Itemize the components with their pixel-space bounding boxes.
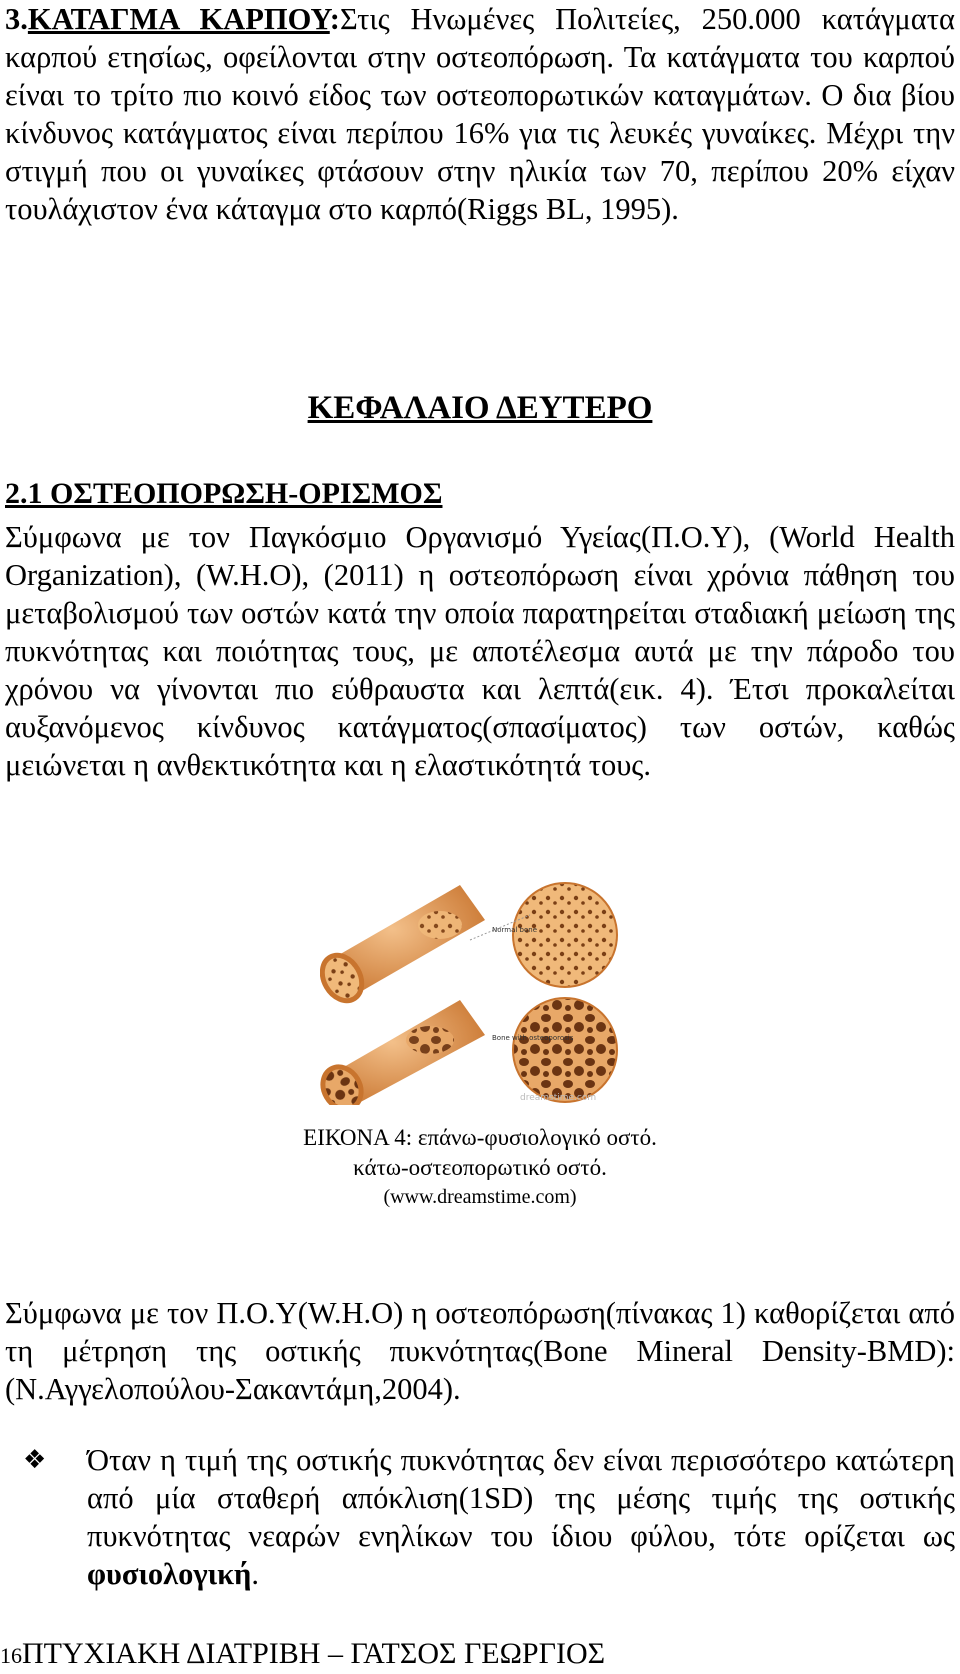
bone-comparison-figure (320, 880, 650, 1105)
wrist-fracture-paragraph (5, 0, 955, 228)
osteoporotic-bone-label: Bone with osteoporosis (492, 1034, 574, 1042)
bullet-body: Όταν η τιμή της οστικής πυκνότητας δεν είναι περισσότερο κατώτερη από μία σταθερή απόκλιση(1SD) της μέσης τιμής της οστικής πυκνότητας νεαρών ενηλίκων του ίδιου φύλου, τότε ορίζεται ως (87, 1443, 955, 1553)
bullet-text (87, 1441, 955, 1593)
osteoporotic-bone-illustration (320, 998, 617, 1105)
normal-bone-illustration (320, 883, 617, 1008)
wrist-fracture-text: Στις Ηνωμένες Πολιτείες, 250.000 κατάγματα καρπού ετησίως, οφείλονται στην οστεοπόρωση. Τα κατάγματα του καρπού είναι το τρίτο πιο κοινό είδος των οστεοπορωτικών καταγμάτων. Ο δια βίου κίνδυνος κατάγματος είναι περίπου 16% για τις λευκές γυναίκες. Μέχρι την στιγμή που οι γυναίκες φτάσουν στην ηλικία των 70, περίπου 20% είχαν τουλάχιστον ένα κάταγμα στο καρπό(Riggs BL, 1995). (5, 2, 955, 226)
page-footer (0, 1636, 605, 1674)
wrist-fracture-number: 3. (5, 2, 28, 36)
bmd-paragraph: Σύμφωνα με τον Π.Ο.Υ(W.H.O) η οστεοπόρωση(πίνακας 1) καθορίζεται από τη μέτρηση της οστικής πυκνότητας(Bone Mineral Density-BMD): (Ν.Αγγελοπούλου-Σακαντάμη,2004). (5, 1296, 955, 1406)
wrist-fracture-colon: : (329, 2, 340, 36)
figure-caption-source: (www.dreamstime.com) (383, 1186, 577, 1208)
figure-caption-line1: ΕΙΚΟΝΑ 4: επάνω-φυσιολογικό οστό. (303, 1125, 657, 1150)
definition-paragraph: Σύμφωνα με τον Παγκόσμιο Οργανισμό Υγείας(Π.Ο.Υ), (World Health Organization), (W.H.O), (2011) η οστεοπόρωση είναι χρόνια πάθηση του μεταβολισμού των οστών κατά την οποία παρατηρείται σταδιακή μείωση της πυκνότητας και ποιότητας τους, με αποτέλεσμα αυτά με την πάροδο του χρόνου να γίνονται πιο εύθραυστα και λεπτά(εικ. 4). Έτσι προκαλείται αυξανόμενος κίνδυνος κατάγματος(σπασίματος) των οστών, καθώς μειώνεται η ανθεκτικότητα και η ελαστικότητά τους. (5, 520, 955, 782)
diamond-bullet-icon: ❖ (23, 1445, 47, 1475)
bullet-end: . (251, 1557, 259, 1591)
page-number: 16 (0, 1643, 22, 1668)
wrist-fracture-heading: ΚΑΤΑΓΜΑ ΚΑΡΠΟΥ (27, 2, 330, 36)
section-title: 2.1 ΟΣΤΕΟΠΟΡΩΣΗ-ΟΡΙΣΜΟΣ (5, 477, 443, 510)
bullet-bold-word: φυσιολογική (87, 1557, 252, 1591)
normal-bone-label: Normal bone (492, 926, 538, 934)
footer-text: ΠΤΥΧΙΑΚΗ ΔΙΑΤΡΙΒΗ – ΓΑΤΣΟΣ ΓΕΩΡΓΙΟΣ (22, 1637, 606, 1670)
chapter-title: ΚΕΦΑΛΑΙΟ ΔΕΥΤΕΡΟ (307, 390, 653, 426)
dreamstime-watermark: dreamstime.com (520, 1093, 597, 1103)
figure-caption-line2: κάτω-οστεοπορωτικό οστό. (353, 1155, 607, 1180)
